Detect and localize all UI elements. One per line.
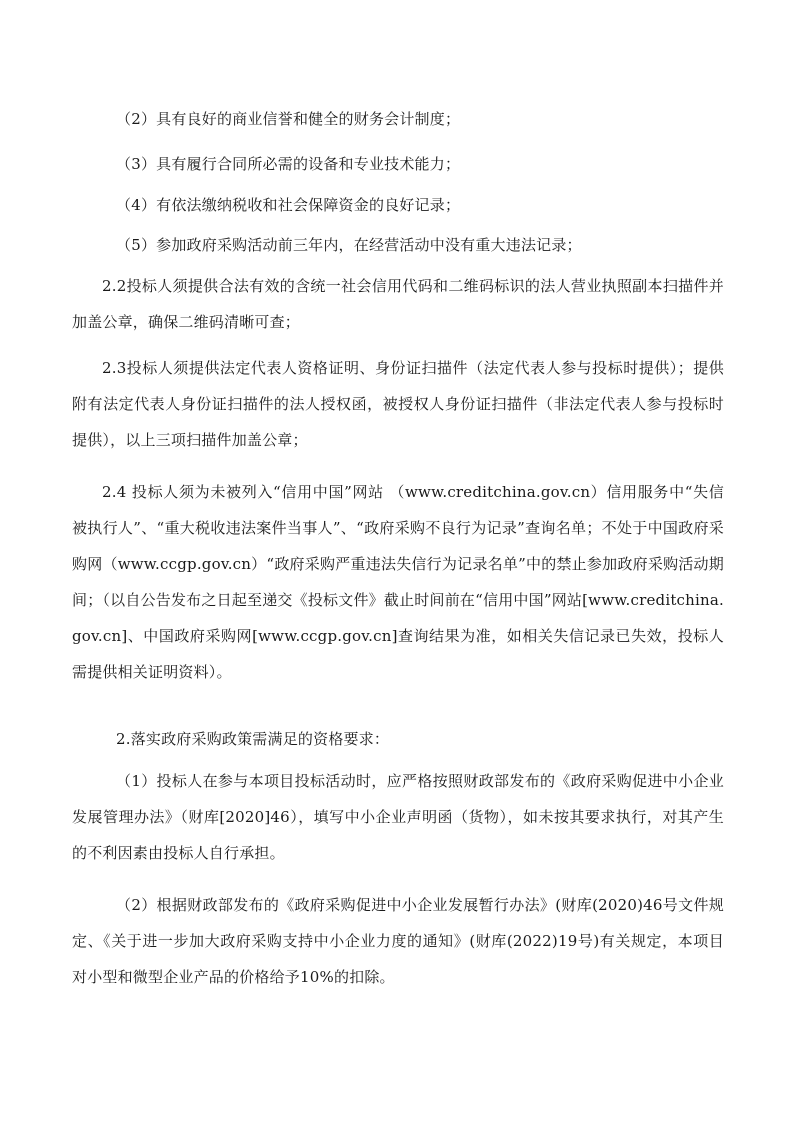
paragraph-policy-1: （1）投标人在参与本项目投标活动时，应严格按照财政部发布的《政府采购促进中小企业发展管理办法》（财库[2020]46），填写中小企业声明函（货物），如未按其要求执行，对其产生的不利因素由投标人自行承担。 bbox=[72, 772, 724, 862]
paragraph-qualification-4: （4）有依法缴纳税收和社会保障资金的良好记录； bbox=[116, 196, 461, 214]
paragraph-qualification-3: （3）具有履行合同所必需的设备和专业技术能力； bbox=[116, 155, 461, 173]
paragraph-2-4-credit-check: 2.4 投标人须为未被列入“信用中国”网站 （www.creditchina.gov.cn）信用服务中“失信被执行人”、“重大税收违法案件当事人”、“政府采购不良行为记录”查询名单；不处于中国政府采购网（www.ccgp.gov.cn）“政府采购严重违法失信行为记录名单”中的禁止参加政府采购活动期间；（以自公告发布之日起至递交《投标文件》截止时间前在“信用中国”网站[www.creditchina.gov.cn]、中国政府采购网[www.ccgp.gov.cn]查询结果为准，如相关失信记录已失效，投标人需提供相关证明资料）。 bbox=[72, 483, 724, 681]
paragraph-policy-requirements: 2.落实政府采购政策需满足的资格要求： bbox=[116, 730, 390, 748]
paragraph-qualification-5: （5）参加政府采购活动前三年内，在经营活动中没有重大违法记录； bbox=[116, 236, 582, 254]
paragraph-2-3-legal-representative: 2.3投标人须提供法定代表人资格证明、身份证扫描件（法定代表人参与投标时提供）；提供附有法定代表人身份证扫描件的法人授权函，被授权人身份证扫描件（非法定代表人参与投标时提供），以上三项扫描件加盖公章； bbox=[72, 359, 724, 449]
paragraph-policy-2: （2）根据财政部发布的《政府采购促进中小企业发展暂行办法》(财库(2020)46号文件规定、《关于进一步加大政府采购支持中小企业力度的通知》(财库(2022)19号)有关规定，本项目对小型和微型企业产品的价格给予10%的扣除。 bbox=[72, 896, 724, 986]
paragraph-qualification-2: （2）具有良好的商业信誉和健全的财务会计制度； bbox=[116, 110, 461, 128]
paragraph-2-2-business-license: 2.2投标人须提供合法有效的含统一社会信用代码和二维码标识的法人营业执照副本扫描件并加盖公章，确保二维码清晰可查； bbox=[72, 277, 724, 331]
